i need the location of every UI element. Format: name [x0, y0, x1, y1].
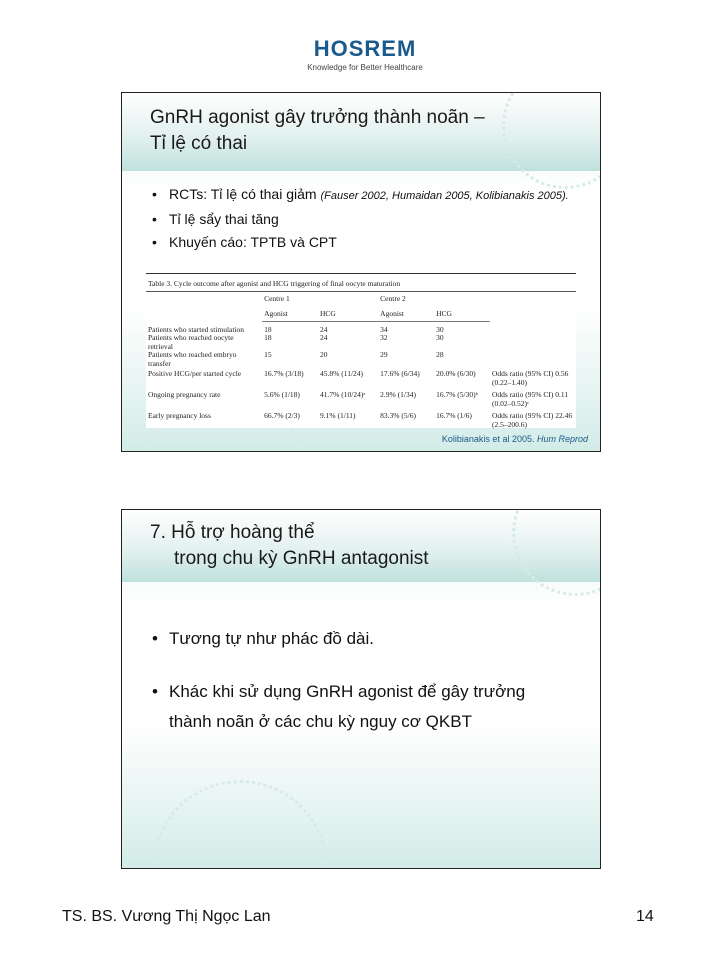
citation: (Fauser 2002, Humaidan 2005, Kolibianakis 2005).	[320, 190, 569, 202]
table-row: Positive HCG/per started cycle 16.7% (3/18) 45.8% (11/24) 17.6% (6/34) 20.0% (6/30) Odds ratio (95% CI) 0.56 (0.22–1.40)	[148, 369, 569, 387]
decorative-circles	[502, 92, 601, 189]
logo-tagline: Knowledge for Better Healthcare	[307, 63, 423, 72]
table-header-centre1: Centre 1	[264, 294, 290, 303]
table-row: Patients who reached oocyte retrieval 18 24 32 30	[148, 333, 444, 351]
slide-2-title-line2: trong chu kỳ GnRH antagonist	[174, 548, 429, 569]
slide-1-bullets	[152, 185, 592, 256]
table-subheader: Agonist	[262, 305, 318, 321]
slide-2-title-line1: 7. Hỗ trợ hoàng thể	[150, 522, 315, 543]
table-title: Table 3. Cycle outcome after agonist and HCG triggering of final oocyte maturation	[146, 273, 576, 292]
slide-1	[121, 92, 601, 452]
slide-1-title-line2: Tỉ lệ có thai	[150, 133, 248, 154]
table-row: Early pregnancy loss 66.7% (2/3) 9.1% (1/11) 83.3% (5/6) 16.7% (1/6) Odds ratio (95% CI) 22.46 (2.5–200.6)	[148, 411, 573, 429]
slide-2-bullets	[152, 624, 572, 737]
table-row: Patients who started stimulation 18 24 34 30	[148, 324, 444, 334]
footer-author: TS. BS. Vương Thị Ngọc Lan	[62, 908, 271, 925]
bullet-rct: • RCTs: Tỉ lệ có thai giảm (Fauser 2002, Humaidan 2005, Kolibianakis 2005).	[152, 185, 592, 205]
logo-name: HOSREM	[313, 36, 417, 61]
bullet-similar: • Tương tự như phác đồ dài.	[152, 624, 572, 654]
decorative-circles	[152, 780, 328, 869]
table-subheader: Agonist	[378, 305, 434, 321]
decorative-circles	[512, 509, 601, 596]
outcome-table	[146, 273, 576, 428]
hosrem-logo	[300, 36, 430, 72]
bullet-difference: • Khác khi sử dụng GnRH agonist để gây trưởng thành noãn ở các chu kỳ nguy cơ QKBT	[152, 677, 572, 737]
table-row: Patients who reached embryo transfer 15 20 29 28	[148, 350, 444, 368]
slide-1-title-line1: GnRH agonist gây trưởng thành noãn –	[150, 107, 485, 128]
slide-2-title	[150, 520, 429, 572]
page-number: 14	[636, 908, 654, 925]
table-header-centre2: Centre 2	[380, 294, 406, 303]
slide-1-title	[150, 105, 485, 157]
table-subheader: HCG	[434, 305, 490, 321]
bullet-miscarriage: • Tỉ lệ sẩy thai tăng	[152, 210, 592, 228]
table-row: Ongoing pregnancy rate 5.6% (1/18) 41.7% (10/24)ᵃ 2.9% (1/34) 16.7% (5/30)ᵇ Odds ratio (95% CI) 0.11 (0.02–0.52)ᶜ	[148, 390, 569, 408]
table-subheader: HCG	[318, 305, 378, 321]
bullet-recommendation: • Khuyến cáo: TPTB và CPT	[152, 233, 592, 251]
source-citation: Kolibianakis et al 2005. Hum Reprod	[441, 434, 588, 444]
slide-2	[121, 509, 601, 869]
